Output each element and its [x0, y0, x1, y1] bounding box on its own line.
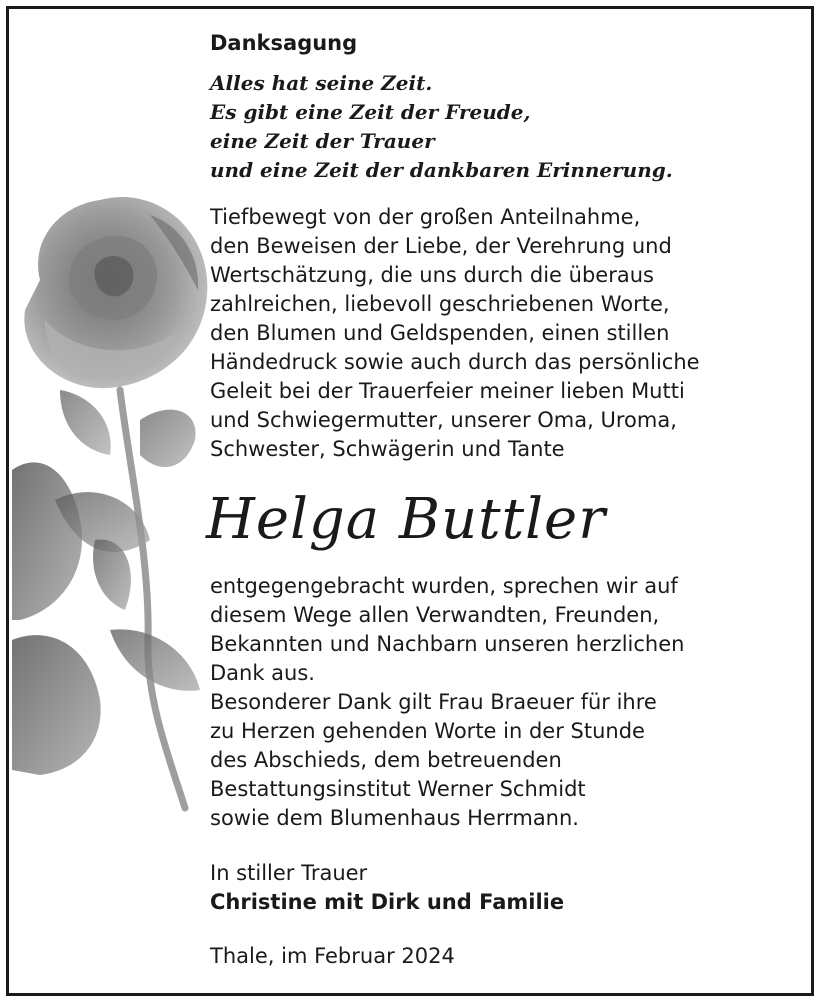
text-line: Bekannten und Nachbarn unseren herzlichen — [210, 632, 685, 656]
text-line: Besonderer Dank gilt Frau Braeuer für ihre — [210, 690, 657, 714]
text-line: des Abschieds, dem betreuenden — [210, 748, 562, 772]
notice-heading: Danksagung — [210, 31, 358, 55]
signatories: Christine mit Dirk und Familie — [210, 890, 565, 914]
text-line: Dank aus. — [210, 661, 315, 685]
motto-line: und eine Zeit der dankbaren Erinnerung. — [210, 158, 673, 182]
text-line: und Schwiegermutter, unserer Oma, Uroma, — [210, 408, 677, 432]
text-line: Wertschätzung, die uns durch die überaus — [210, 263, 654, 287]
place-and-date: Thale, im Februar 2024 — [210, 944, 455, 968]
thanks-paragraph-2 — [210, 572, 800, 833]
mourning-label: In stiller Trauer — [210, 861, 368, 885]
text-line: sowie dem Blumenhaus Herrmann. — [210, 806, 579, 830]
text-line: zu Herzen gehenden Worte in der Stunde — [210, 719, 645, 743]
notice-content — [206, 26, 800, 971]
text-line: den Beweisen der Liebe, der Verehrung und — [210, 234, 672, 258]
text-line: Schwester, Schwägerin und Tante — [210, 437, 565, 461]
motto-line: Es gibt eine Zeit der Freude, — [210, 100, 531, 124]
text-line: diesem Wege allen Verwandten, Freunden, — [210, 603, 660, 627]
text-line: Geleit bei der Trauerfeier meiner lieben Mutti — [210, 379, 685, 403]
motto-quote — [210, 69, 800, 185]
text-line: zahlreichen, liebevoll geschriebenen Worte, — [210, 292, 670, 316]
text-line: Händedruck sowie auch durch das persönliche — [210, 350, 700, 374]
motto-line: eine Zeit der Trauer — [210, 129, 435, 153]
thanks-paragraph-1 — [210, 203, 800, 464]
text-line: Bestattungsinstitut Werner Schmidt — [210, 777, 586, 801]
motto-line: Alles hat seine Zeit. — [210, 71, 433, 95]
text-line: Tiefbewegt von der großen Anteilnahme, — [210, 205, 641, 229]
deceased-name: Helga Buttler — [206, 487, 606, 552]
text-line: entgegengebracht wurden, sprechen wir auf — [210, 574, 678, 598]
text-line: den Blumen und Geldspenden, einen stillen — [210, 321, 670, 345]
